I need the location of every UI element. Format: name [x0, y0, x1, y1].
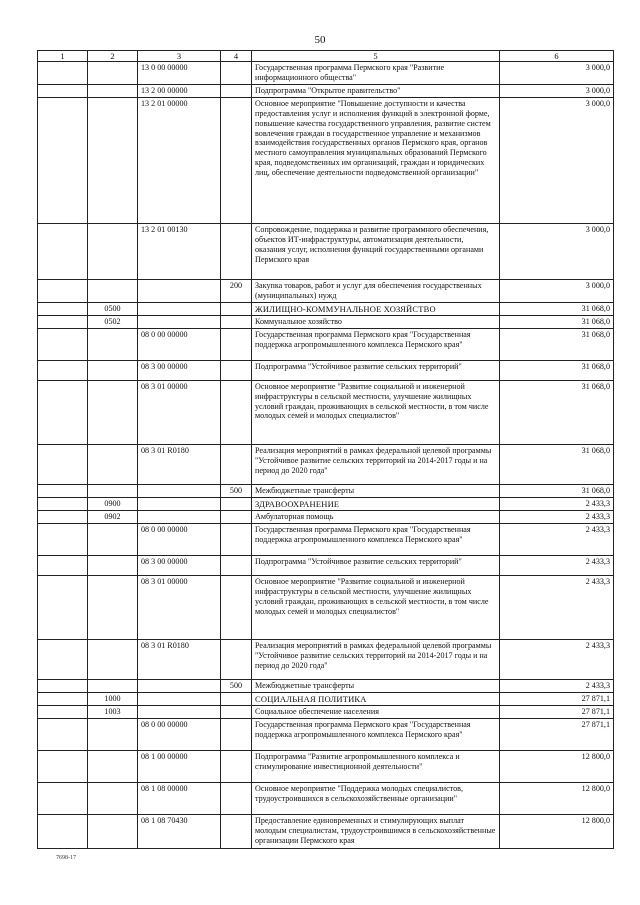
- amount-cell: 2 433,3: [500, 639, 614, 679]
- amount-cell: 31 068,0: [500, 328, 614, 360]
- item-name-cell: СОЦИАЛЬНАЯ ПОЛИТИКА: [252, 692, 500, 705]
- expense-type-code-cell: 200: [221, 279, 252, 302]
- target-code-cell: [138, 484, 221, 497]
- section-code-cell: [38, 302, 88, 315]
- expense-type-code-cell: [221, 360, 252, 380]
- amount-cell: 12 800,0: [500, 783, 614, 815]
- section-code-cell: [38, 523, 88, 555]
- amount-cell: 27 871,1: [500, 706, 614, 719]
- target-code-cell: 08 3 01 00000: [138, 380, 221, 444]
- table-row: [38, 511, 614, 524]
- target-code-cell: 13 2 01 00000: [138, 97, 221, 223]
- table-row: [38, 62, 614, 85]
- table-row: [38, 444, 614, 484]
- section-code-cell: [38, 484, 88, 497]
- item-name-cell: Сопровождение, поддержка и развитие программного обеспечения, объектов ИТ-инфраструктуры, автоматизация деятельности, оказания услуг, исполнения функций государственными органами Пермского края: [252, 223, 500, 279]
- subsection-code-cell: [88, 555, 138, 575]
- section-code-cell: [38, 639, 88, 679]
- item-name-cell: Государственная программа Пермского края "Государственная поддержка агропромышленного комплекса Пермского края": [252, 523, 500, 555]
- item-name-cell: Государственная программа Пермского края "Развитие информационного общества": [252, 62, 500, 85]
- table-row: [38, 302, 614, 315]
- expense-type-code-cell: [221, 444, 252, 484]
- amount-cell: 31 068,0: [500, 302, 614, 315]
- amount-cell: 12 800,0: [500, 815, 614, 849]
- header-col-3: 3: [138, 51, 221, 62]
- target-code-cell: 08 3 01 R0180: [138, 639, 221, 679]
- table-row: [38, 279, 614, 302]
- target-code-cell: 08 0 00 00000: [138, 719, 221, 751]
- subsection-code-cell: [88, 328, 138, 360]
- expense-type-code-cell: [221, 328, 252, 360]
- table-row: [38, 783, 614, 815]
- expense-type-code-cell: [221, 316, 252, 329]
- expense-type-code-cell: [221, 223, 252, 279]
- section-code-cell: [38, 751, 88, 783]
- target-code-cell: [138, 511, 221, 524]
- target-code-cell: 08 3 01 00000: [138, 575, 221, 639]
- item-name-cell: Подпрограмма "Открытое правительство": [252, 85, 500, 98]
- section-code-cell: [38, 62, 88, 85]
- item-name-cell: Государственная программа Пермского края "Государственная поддержка агропромышленного комплекса Пермского края": [252, 328, 500, 360]
- header-col-4: 4: [221, 51, 252, 62]
- target-code-cell: 08 0 00 00000: [138, 523, 221, 555]
- subsection-code-cell: [88, 360, 138, 380]
- section-code-cell: [38, 815, 88, 849]
- subsection-code-cell: [88, 444, 138, 484]
- section-code-cell: [38, 575, 88, 639]
- item-name-cell: Реализация мероприятий в рамках федеральной целевой программы "Устойчивое развитие сельских территорий на 2014-2017 годы и на период до 2020 года": [252, 639, 500, 679]
- target-code-cell: [138, 279, 221, 302]
- section-code-cell: [38, 223, 88, 279]
- subsection-code-cell: [88, 575, 138, 639]
- subsection-code-cell: [88, 523, 138, 555]
- expense-type-code-cell: [221, 751, 252, 783]
- amount-cell: 3 000,0: [500, 223, 614, 279]
- amount-cell: 31 068,0: [500, 316, 614, 329]
- header-col-2: 2: [88, 51, 138, 62]
- expense-type-code-cell: [221, 302, 252, 315]
- item-name-cell: Амбулаторная помощь: [252, 511, 500, 524]
- expense-type-code-cell: [221, 62, 252, 85]
- target-code-cell: 13 2 01 00130: [138, 223, 221, 279]
- amount-cell: 27 871,1: [500, 719, 614, 751]
- expense-type-code-cell: [221, 815, 252, 849]
- expense-type-code-cell: [221, 555, 252, 575]
- target-code-cell: 13 0 00 00000: [138, 62, 221, 85]
- section-code-cell: [38, 97, 88, 223]
- section-code-cell: [38, 719, 88, 751]
- table-row: [38, 575, 614, 639]
- budget-table: [37, 50, 614, 849]
- subsection-code-cell: [88, 62, 138, 85]
- target-code-cell: [138, 692, 221, 705]
- expense-type-code-cell: [221, 511, 252, 524]
- item-name-cell: Коммунальное хозяйство: [252, 316, 500, 329]
- item-name-cell: Межбюджетные трансферты: [252, 679, 500, 692]
- subsection-code-cell: [88, 223, 138, 279]
- section-code-cell: [38, 783, 88, 815]
- item-name-cell: Социальное обеспечение населения: [252, 706, 500, 719]
- table-row: [38, 85, 614, 98]
- expense-type-code-cell: [221, 97, 252, 223]
- expense-type-code-cell: [221, 639, 252, 679]
- expense-type-code-cell: [221, 523, 252, 555]
- subsection-code-cell: 0502: [88, 316, 138, 329]
- page-number: 50: [314, 34, 326, 46]
- target-code-cell: [138, 302, 221, 315]
- target-code-cell: 13 2 00 00000: [138, 85, 221, 98]
- section-code-cell: [38, 706, 88, 719]
- subsection-code-cell: [88, 484, 138, 497]
- table-row: [38, 639, 614, 679]
- header-col-5: 5: [252, 51, 500, 62]
- table-row: [38, 679, 614, 692]
- section-code-cell: [38, 692, 88, 705]
- footer-code: 7698-17: [56, 855, 76, 861]
- table-row: [38, 484, 614, 497]
- section-code-cell: [38, 679, 88, 692]
- target-code-cell: 08 3 01 R0180: [138, 444, 221, 484]
- item-name-cell: Подпрограмма "Развитие агропромышленного комплекса и стимулирование инвестиционной деятельности": [252, 751, 500, 783]
- item-name-cell: ЖИЛИЩНО-КОММУНАЛЬНОЕ ХОЗЯЙСТВО: [252, 302, 500, 315]
- section-code-cell: [38, 279, 88, 302]
- table-header-row: [38, 51, 614, 62]
- subsection-code-cell: 0900: [88, 497, 138, 510]
- amount-cell: 31 068,0: [500, 380, 614, 444]
- item-name-cell: ЗДРАВООХРАНЕНИЕ: [252, 497, 500, 510]
- subsection-code-cell: 1000: [88, 692, 138, 705]
- expense-type-code-cell: [221, 719, 252, 751]
- amount-cell: 3 000,0: [500, 62, 614, 85]
- section-code-cell: [38, 444, 88, 484]
- subsection-code-cell: [88, 380, 138, 444]
- target-code-cell: 08 1 08 00000: [138, 783, 221, 815]
- expense-type-code-cell: [221, 575, 252, 639]
- section-code-cell: [38, 85, 88, 98]
- subsection-code-cell: [88, 679, 138, 692]
- amount-cell: 2 433,3: [500, 511, 614, 524]
- amount-cell: 27 871,1: [500, 692, 614, 705]
- table-row: [38, 380, 614, 444]
- table-body: [38, 62, 614, 849]
- section-code-cell: [38, 328, 88, 360]
- expense-type-code-cell: [221, 85, 252, 98]
- table-row: [38, 223, 614, 279]
- item-name-cell: Подпрограмма "Устойчивое развитие сельских территорий": [252, 360, 500, 380]
- item-name-cell: Основное мероприятие "Повышение доступности и качества предоставления услуг и исполнения функций в электронной форме, повышение качества государственного управления, развитие систем вовлечения граждан в государственное управление и механизмов взаимодействия государственных органов Пермского края, органов местного самоуправления муниципальных образований Пермского края, подведомственных им организаций, граждан и юридических лиц, обеспечение деятельности подведомственной организации": [252, 97, 500, 223]
- subsection-code-cell: [88, 639, 138, 679]
- table-row: [38, 328, 614, 360]
- expense-type-code-cell: [221, 380, 252, 444]
- target-code-cell: 08 3 00 00000: [138, 360, 221, 380]
- item-name-cell: Закупка товаров, работ и услуг для обеспечения государственных (муниципальных) нужд: [252, 279, 500, 302]
- amount-cell: 3 000,0: [500, 97, 614, 223]
- amount-cell: 2 433,3: [500, 679, 614, 692]
- expense-type-code-cell: [221, 497, 252, 510]
- header-col-1: 1: [38, 51, 88, 62]
- item-name-cell: Государственная программа Пермского края "Государственная поддержка агропромышленного комплекса Пермского края": [252, 719, 500, 751]
- table-row: [38, 497, 614, 510]
- expense-type-code-cell: [221, 692, 252, 705]
- table-row: [38, 719, 614, 751]
- expense-type-code-cell: 500: [221, 484, 252, 497]
- section-code-cell: [38, 555, 88, 575]
- amount-cell: 2 433,3: [500, 575, 614, 639]
- target-code-cell: 08 0 00 00000: [138, 328, 221, 360]
- target-code-cell: 08 1 08 70430: [138, 815, 221, 849]
- subsection-code-cell: [88, 719, 138, 751]
- subsection-code-cell: [88, 97, 138, 223]
- subsection-code-cell: [88, 85, 138, 98]
- subsection-code-cell: [88, 279, 138, 302]
- amount-cell: 3 000,0: [500, 279, 614, 302]
- item-name-cell: Основное мероприятие "Развитие социальной и инженерной инфраструктуры в сельской местности, улучшение жилищных условий граждан, проживающих в сельской местности, в том числе молодых семей и молодых специалистов": [252, 380, 500, 444]
- section-code-cell: [38, 360, 88, 380]
- item-name-cell: Межбюджетные трансферты: [252, 484, 500, 497]
- table-row: [38, 751, 614, 783]
- target-code-cell: [138, 679, 221, 692]
- table-row: [38, 360, 614, 380]
- table-row: [38, 815, 614, 849]
- table-row: [38, 97, 614, 223]
- item-name-cell: Предоставление единовременных и стимулирующих выплат молодым специалистам, трудоустроившимся в сельскохозяйственные организации Пермского края: [252, 815, 500, 849]
- item-name-cell: Подпрограмма "Устойчивое развитие сельских территорий": [252, 555, 500, 575]
- section-code-cell: [38, 380, 88, 444]
- expense-type-code-cell: [221, 706, 252, 719]
- subsection-code-cell: 1003: [88, 706, 138, 719]
- target-code-cell: 08 3 00 00000: [138, 555, 221, 575]
- amount-cell: 31 068,0: [500, 484, 614, 497]
- amount-cell: 31 068,0: [500, 360, 614, 380]
- subsection-code-cell: [88, 815, 138, 849]
- item-name-cell: Реализация мероприятий в рамках федеральной целевой программы "Устойчивое развитие сельских территорий на 2014-2017 годы и на период до 2020 года": [252, 444, 500, 484]
- target-code-cell: 08 1 00 00000: [138, 751, 221, 783]
- header-col-6: 6: [500, 51, 614, 62]
- amount-cell: 31 068,0: [500, 444, 614, 484]
- section-code-cell: [38, 316, 88, 329]
- target-code-cell: [138, 497, 221, 510]
- subsection-code-cell: 0500: [88, 302, 138, 315]
- table-row: [38, 555, 614, 575]
- subsection-code-cell: [88, 783, 138, 815]
- target-code-cell: [138, 316, 221, 329]
- item-name-cell: Основное мероприятие "Поддержка молодых специалистов, трудоустроившихся в сельскохозяйственные организации": [252, 783, 500, 815]
- amount-cell: 2 433,3: [500, 523, 614, 555]
- item-name-cell: Основное мероприятие "Развитие социальной и инженерной инфраструктуры в сельской местности, улучшение жилищных условий граждан, проживающих в сельской местности, в том числе молодых семей и молодых специалистов": [252, 575, 500, 639]
- expense-type-code-cell: [221, 783, 252, 815]
- subsection-code-cell: [88, 751, 138, 783]
- table-row: [38, 692, 614, 705]
- subsection-code-cell: 0902: [88, 511, 138, 524]
- amount-cell: 12 800,0: [500, 751, 614, 783]
- target-code-cell: [138, 706, 221, 719]
- amount-cell: 3 000,0: [500, 85, 614, 98]
- table-row: [38, 316, 614, 329]
- section-code-cell: [38, 511, 88, 524]
- amount-cell: 2 433,3: [500, 497, 614, 510]
- amount-cell: 2 433,3: [500, 555, 614, 575]
- expense-type-code-cell: 500: [221, 679, 252, 692]
- section-code-cell: [38, 497, 88, 510]
- table-row: [38, 706, 614, 719]
- table-row: [38, 523, 614, 555]
